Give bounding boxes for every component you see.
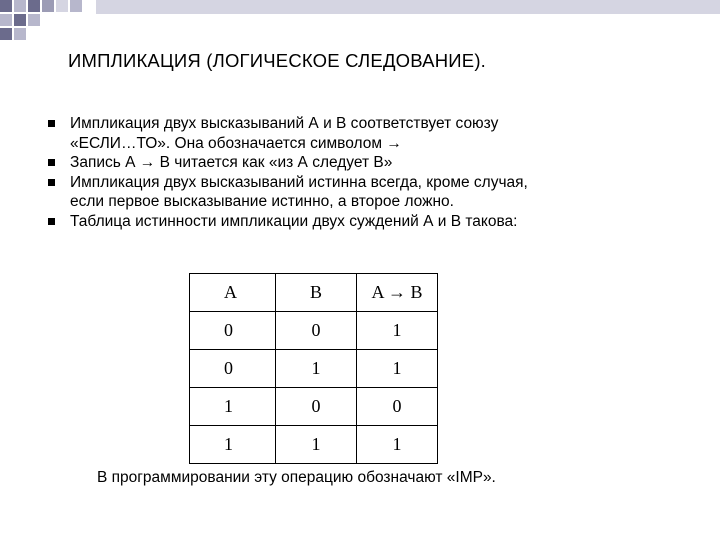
bullet-square-icon xyxy=(48,120,55,127)
table-cell: 1 xyxy=(190,426,276,464)
decor-square xyxy=(42,0,54,12)
bullet-text-line: Таблица истинности импликации двух суждений А и В такова: xyxy=(70,212,518,230)
decor-square xyxy=(0,14,12,26)
bullet-item xyxy=(40,173,680,212)
table-header-cell: B xyxy=(276,274,357,312)
table-cell: 0 xyxy=(190,312,276,350)
bullet-square-icon xyxy=(48,179,55,186)
decor-square xyxy=(0,0,12,12)
table-row xyxy=(190,350,438,388)
slide-title: ИМПЛИКАЦИЯ (ЛОГИЧЕСКОЕ СЛЕДОВАНИЕ). xyxy=(68,50,487,71)
bullet-text-line: «ЕСЛИ…ТО». Она обозначается символом → xyxy=(70,134,402,152)
table-cell: 0 xyxy=(357,388,438,426)
table-cell: 1 xyxy=(357,312,438,350)
table-cell: 1 xyxy=(190,388,276,426)
table-row xyxy=(190,312,438,350)
bullet-square-icon xyxy=(48,159,55,166)
table-row xyxy=(190,388,438,426)
corner-decoration xyxy=(0,0,720,40)
bullet-text-line: если первое высказывание истинно, а второе ложно. xyxy=(70,193,454,210)
table-header-cell: A xyxy=(190,274,276,312)
decor-square xyxy=(14,14,26,26)
table-cell: 1 xyxy=(276,350,357,388)
decor-square xyxy=(14,0,26,12)
bullet-list xyxy=(40,114,680,231)
bullet-square-icon xyxy=(48,218,55,225)
table-row xyxy=(190,426,438,464)
bullet-item xyxy=(40,212,680,232)
decor-square xyxy=(70,0,82,12)
decor-square xyxy=(28,0,40,12)
table-cell: 1 xyxy=(357,350,438,388)
table-header-cell: A → B xyxy=(357,274,438,312)
table-cell: 0 xyxy=(276,312,357,350)
table-cell: 1 xyxy=(276,426,357,464)
decor-band xyxy=(96,0,720,14)
table-cell: 0 xyxy=(276,388,357,426)
decor-square xyxy=(56,0,68,12)
bullet-item xyxy=(40,114,680,153)
table-cell: 0 xyxy=(190,350,276,388)
truth-table xyxy=(189,273,438,464)
decor-square xyxy=(28,14,40,26)
footer-note: В программировании эту операцию обозначают «IMP». xyxy=(97,469,496,486)
bullet-text-line: Импликация двух высказываний А и В соответствует союзу xyxy=(70,115,499,132)
bullet-item xyxy=(40,153,680,173)
bullet-text-line: Запись А → В читается как «из А следует В» xyxy=(70,154,393,171)
table-header-row xyxy=(190,274,438,312)
bullet-text-line: Импликация двух высказываний истинна всегда, кроме случая, xyxy=(70,173,528,191)
decor-square xyxy=(0,28,12,40)
table-cell: 1 xyxy=(357,426,438,464)
decor-square xyxy=(14,28,26,40)
